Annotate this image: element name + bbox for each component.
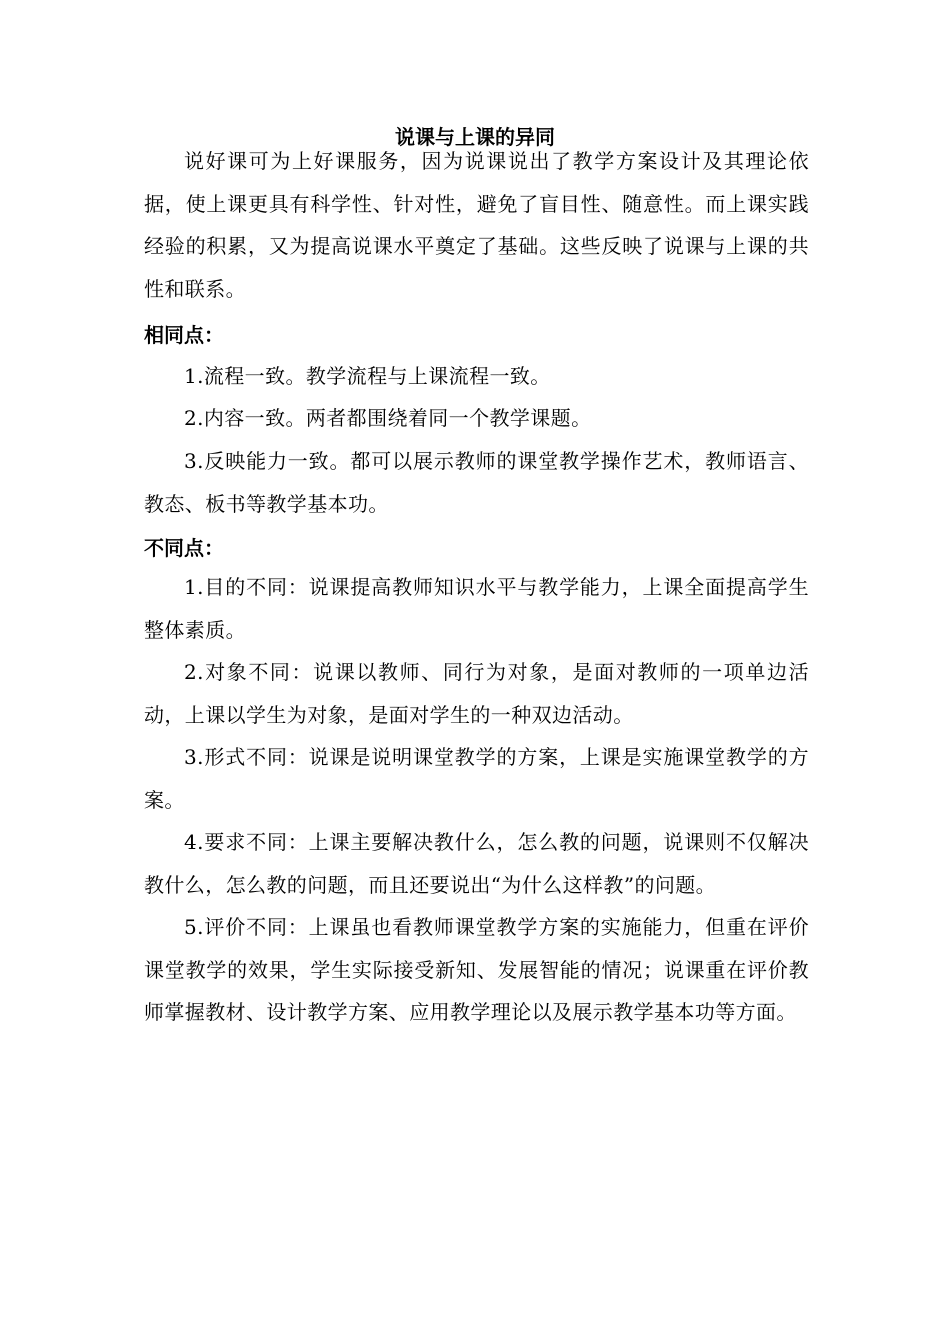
difference-item-2: 2.对象不同：说课以教师、同行为对象，是面对教师的一项单边活动，上课以学生为对象，是面对学生的一种双边活动。 bbox=[144, 660, 809, 727]
difference-item-1: 1.目的不同：说课提高教师知识水平与教学能力，上课全面提高学生整体素质。 bbox=[144, 575, 809, 642]
similarity-item-2: 2.内容一致。两者都围绕着同一个教学课题。 bbox=[184, 406, 592, 430]
differences-heading: 不同点： bbox=[144, 536, 224, 560]
similarity-item-1: 1.流程一致。教学流程与上课流程一致。 bbox=[184, 364, 551, 388]
document-title: 说课与上课的异同 bbox=[395, 125, 555, 149]
difference-item-5: 5.评价不同：上课虽也看教师课堂教学方案的实施能力，但重在评价课堂教学的效果，学生实际接受新知、发展智能的情况；说课重在评价教师掌握教材、设计教学方案、应用教学理论以及展示教学基本功等方面。 bbox=[144, 915, 809, 1024]
intro-paragraph: 说好课可为上好课服务，因为说课说出了教学方案设计及其理论依据，使上课更具有科学性、针对性，避免了盲目性、随意性。而上课实践经验的积累，又为提高说课水平奠定了基础。这些反映了说课与上课的共性和联系。 bbox=[144, 149, 809, 301]
similarity-item-3: 3.反映能力一致。都可以展示教师的课堂教学操作艺术，教师语言、教态、板书等教学基本功。 bbox=[144, 449, 809, 516]
difference-item-4: 4.要求不同：上课主要解决教什么，怎么教的问题，说课则不仅解决教什么，怎么教的问题，而且还要说出“为什么这样教”的问题。 bbox=[144, 830, 809, 897]
similarities-heading: 相同点： bbox=[144, 323, 224, 347]
difference-item-3: 3.形式不同：说课是说明课堂教学的方案，上课是实施课堂教学的方案。 bbox=[144, 745, 809, 812]
